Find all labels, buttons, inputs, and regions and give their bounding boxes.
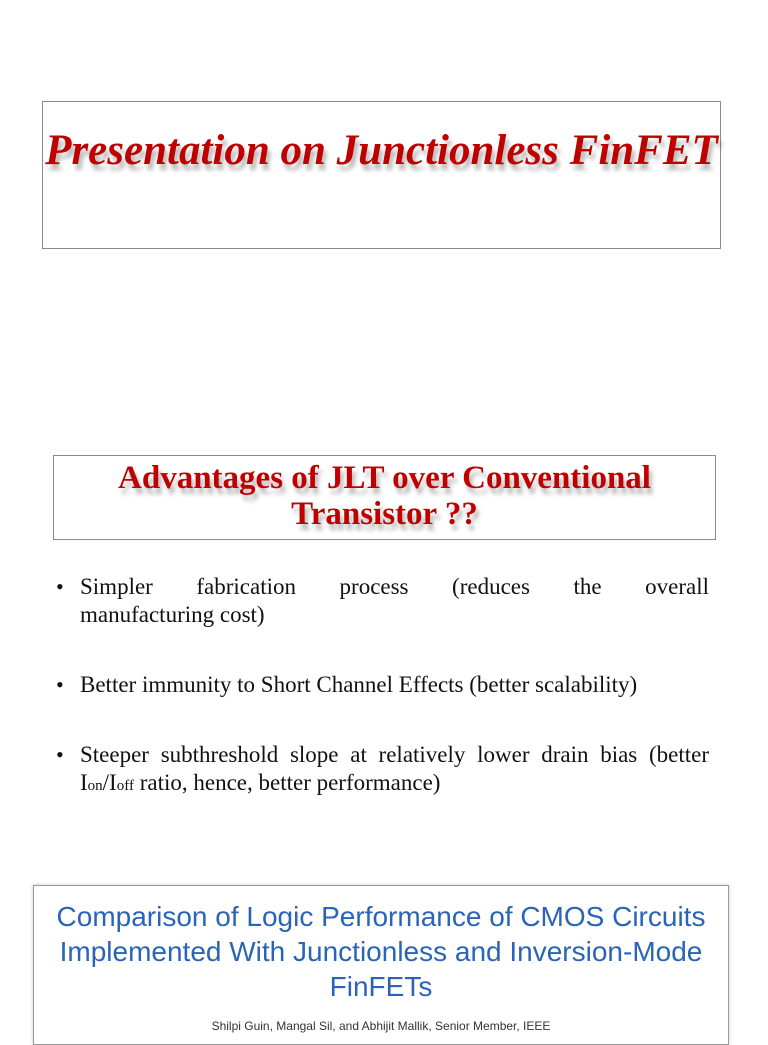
advantages-title: Advantages of JLT over Conventional Transistor ?? (118, 460, 651, 532)
bullet-icon: • (56, 574, 64, 599)
list-item (56, 741, 709, 800)
slide-title (0, 0, 768, 390)
bullet-icon: • (56, 742, 64, 767)
paper-frame (33, 885, 729, 1045)
bullet-text-line2: manufacturing cost) (80, 602, 265, 627)
slide-advantages (0, 430, 768, 870)
bullet-icon: • (56, 672, 64, 697)
bullet-text-start: Steeper subthreshold slope at relatively lower drain bias (better I (80, 742, 709, 795)
bullet-text-end: ratio, hence, better performance) (133, 770, 441, 795)
subscript-on: on (87, 778, 103, 794)
title-box (42, 101, 721, 249)
bullet-text: Better immunity to Short Channel Effects (better scalability) (80, 672, 638, 697)
paper-title: Comparison of Logic Performance of CMOS Circuits Implemented With Junctionless and Inversion-Mode FinFETs (56, 901, 706, 1002)
slide-paper (0, 880, 768, 1033)
advantages-title-box (53, 455, 716, 540)
list-item (56, 671, 709, 699)
bullet-text-line1: Simpler fabrication process (reduces the overall (80, 574, 709, 599)
slash-i: /I (102, 770, 117, 795)
presentation-title: Presentation on Junctionless FinFET (45, 127, 718, 174)
list-item (56, 573, 709, 629)
advantages-list (56, 573, 709, 842)
paper-authors: Shilpi Guin, Mangal Sil, and Abhijit Mallik, Senior Member, IEEE (211, 1019, 551, 1033)
subscript-off: off (116, 778, 134, 794)
